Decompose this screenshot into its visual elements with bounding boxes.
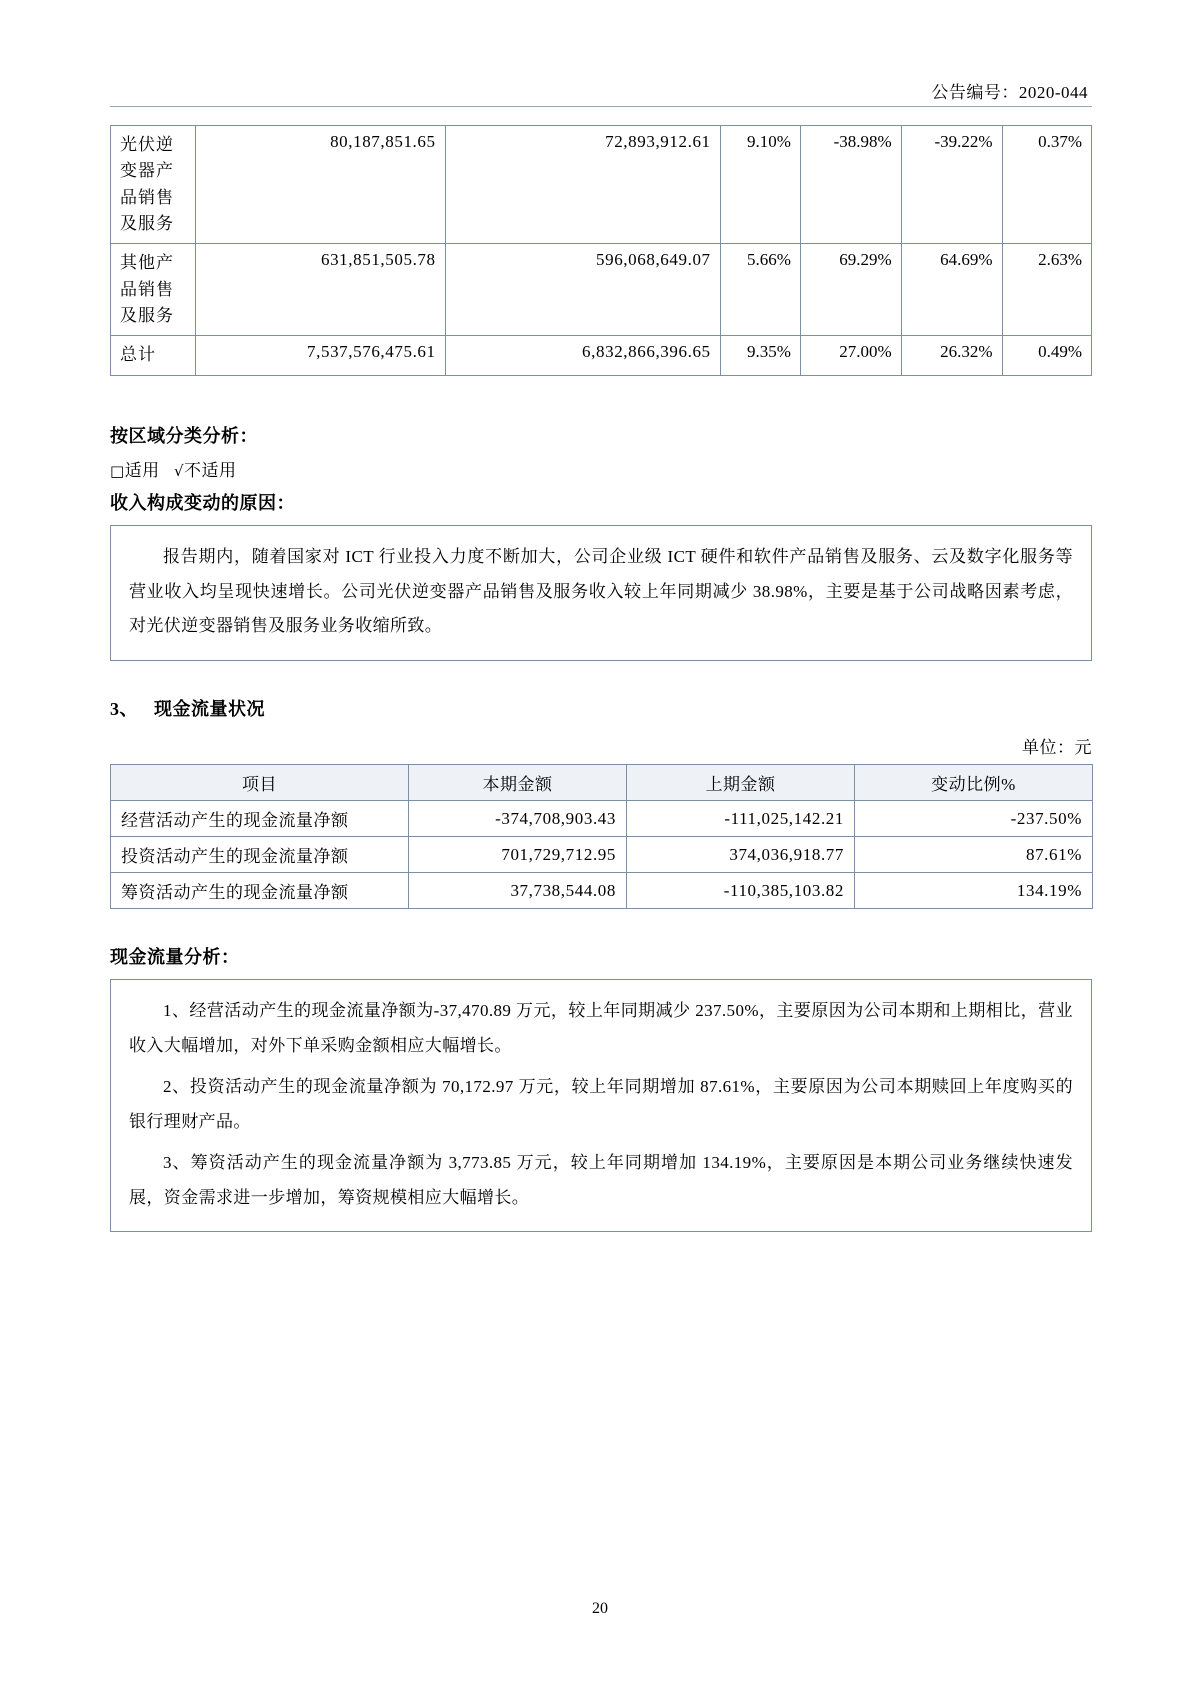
column-header-item: 项目 [111,765,409,801]
row-label: 光伏逆变器产品销售及服务 [111,126,196,244]
column-header-current: 本期金额 [409,765,627,801]
not-applicable-label: 不适用 [184,460,237,480]
row-label: 其他产品销售及服务 [111,244,196,336]
row-previous-amount: 6,832,866,396.65 [445,336,720,375]
row-col4: 0.37% [1002,126,1091,244]
cash-table-unit: 单位：元 [1022,738,1092,758]
row-col4: 0.49% [1002,336,1091,375]
applicability-line [110,456,1092,481]
row-change: -237.50% [855,801,1093,837]
row-current: 37,738,544.08 [409,873,627,909]
row-col1: 5.66% [720,244,800,336]
cash-analysis-box [110,979,1092,1232]
row-previous: -110,385,103.82 [627,873,855,909]
row-current-amount: 7,537,576,475.61 [195,336,445,375]
column-header-change: 变动比例% [855,765,1093,801]
table-row [111,837,1093,873]
cash-analysis-paragraph-3: 3、筹资活动产生的现金流量净额为 3,773.85 万元，较上年同期增加 134.19%，主要原因是本期公司业务继续快速发展，资金需求进一步增加，筹资规模相应大幅增长。 [129,1152,1073,1207]
row-current-amount: 631,851,505.78 [195,244,445,336]
row-col1: 9.10% [720,126,800,244]
checkmark-icon[interactable]: √ [173,461,184,480]
table-row [111,873,1093,909]
table-row [111,126,1092,244]
row-change: 87.61% [855,837,1093,873]
row-col4: 2.63% [1002,244,1091,336]
revenue-reason-title: 收入构成变动的原因： [110,492,295,513]
cash-analysis-paragraph-1: 1、经营活动产生的现金流量净额为-37,470.89 万元，较上年同期减少 237.50%，主要原因为公司本期和上期相比，营业收入大幅增加，对外下单采购金额相应大幅增长。 [129,1001,1073,1056]
row-col3: -39.22% [901,126,1002,244]
checkbox-unchecked-icon[interactable]: □ [110,461,125,480]
row-previous-amount: 72,893,912.61 [445,126,720,244]
row-item: 投资活动产生的现金流量净额 [111,837,409,873]
row-current: 701,729,712.95 [409,837,627,873]
row-col2: 69.29% [800,244,901,336]
table-row [111,801,1093,837]
region-analysis-title: 按区域分类分析： [110,425,258,446]
row-col1: 9.35% [720,336,800,375]
table-header-row [111,765,1093,801]
revenue-reason-box [110,525,1092,662]
row-current: -374,708,903.43 [409,801,627,837]
page-number: 20 [592,1600,608,1617]
row-col3: 26.32% [901,336,1002,375]
row-current-amount: 80,187,851.65 [195,126,445,244]
row-col2: 27.00% [800,336,901,375]
row-previous: 374,036,918.77 [627,837,855,873]
announcement-code: 公告编号：2020-044 [931,83,1088,102]
row-item: 经营活动产生的现金流量净额 [111,801,409,837]
cash-flow-section-heading [110,695,1092,721]
table-row [111,244,1092,336]
applicable-label: 适用 [124,460,160,480]
cash-analysis-paragraph-2: 2、投资活动产生的现金流量净额为 70,172.97 万元，较上年同期增加 87.61%，主要原因为公司本期赎回上年度购买的银行理财产品。 [129,1076,1073,1131]
row-col3: 64.69% [901,244,1002,336]
revenue-reason-paragraph: 报告期内，随着国家对 ICT 行业投入力度不断加大，公司企业级 ICT 硬件和软件产品销售及服务、云及数字化服务等营业收入均呈现快速增长。公司光伏逆变器产品销售及服务收入较上年同期减少 38.98%，主要是基于公司战略因素考虑，对光伏逆变器销售及服务业务收缩所致。 [129,546,1073,636]
header-divider [110,106,1092,107]
revenue-table-continued [110,125,1092,376]
section-index: 3、 [110,699,138,720]
row-col2: -38.98% [800,126,901,244]
row-item: 筹资活动产生的现金流量净额 [111,873,409,909]
row-label: 总计 [111,336,196,375]
row-change: 134.19% [855,873,1093,909]
cash-analysis-title: 现金流量分析： [110,947,240,968]
cash-flow-table [110,764,1093,909]
column-header-previous: 上期金额 [627,765,855,801]
table-row-total [111,336,1092,375]
section-title: 现金流量状况 [154,699,265,720]
row-previous-amount: 596,068,649.07 [445,244,720,336]
page-content [110,125,1092,1232]
spacer [110,376,1092,422]
row-previous: -111,025,142.21 [627,801,855,837]
